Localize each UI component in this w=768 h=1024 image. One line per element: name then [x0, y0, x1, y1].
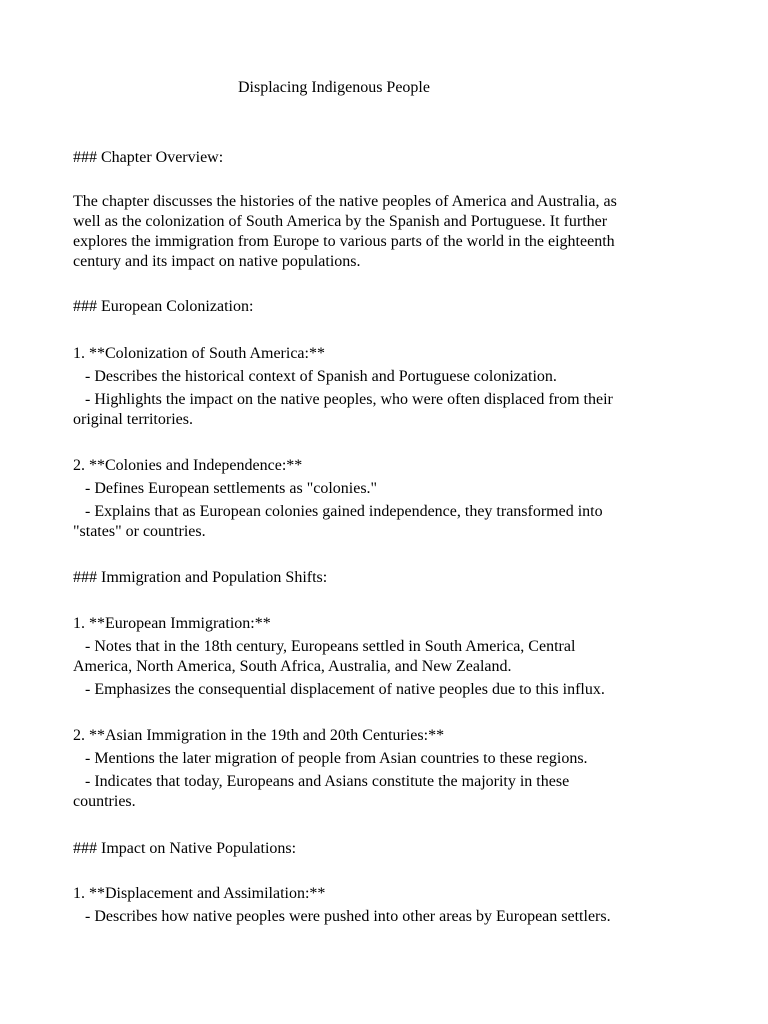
- overview-paragraph-line-1: The chapter discusses the histories of the native peoples of America and Australia, as: [73, 193, 617, 210]
- bullet-pushed-areas: - Describes how native peoples were pushed into other areas by European settlers.: [73, 908, 611, 925]
- bullet-displacement-influx: - Emphasizes the consequential displacement of native peoples due to this influx.: [73, 681, 605, 698]
- document-title: Displacing Indigenous People: [238, 79, 430, 96]
- overview-paragraph-line-3: explores the immigration from Europe to various parts of the world in the eighteenth: [73, 233, 615, 250]
- list-item-asian-immigration: 2. **Asian Immigration in the 19th and 20th Centuries:**: [73, 727, 445, 744]
- heading-european-colonization: ### European Colonization:: [73, 298, 254, 315]
- bullet-18th-century-line-2: America, North America, South Africa, Australia, and New Zealand.: [73, 658, 512, 675]
- bullet-independence-line-1: - Explains that as European colonies gained independence, they transformed into: [73, 503, 603, 520]
- bullet-majority-line-1: - Indicates that today, Europeans and Asians constitute the majority in these: [73, 773, 570, 790]
- bullet-18th-century-line-1: - Notes that in the 18th century, Europeans settled in South America, Central: [73, 638, 576, 655]
- bullet-later-migration: - Mentions the later migration of people from Asian countries to these regions.: [73, 750, 588, 767]
- bullet-historical-context: - Describes the historical context of Spanish and Portuguese colonization.: [73, 368, 557, 385]
- list-item-european-immigration: 1. **European Immigration:**: [73, 615, 271, 632]
- list-item-displacement-assimilation: 1. **Displacement and Assimilation:**: [73, 885, 326, 902]
- bullet-impact-native-line-2: original territories.: [73, 411, 193, 428]
- heading-chapter-overview: ### Chapter Overview:: [73, 149, 224, 166]
- bullet-defines-colonies: - Defines European settlements as "colonies.": [73, 480, 378, 497]
- heading-impact-native: ### Impact on Native Populations:: [73, 840, 297, 857]
- bullet-independence-line-2: "states" or countries.: [73, 523, 206, 540]
- list-item-colonization-south-america: 1. **Colonization of South America:**: [73, 345, 325, 362]
- overview-paragraph-line-2: well as the colonization of South America by the Spanish and Portuguese. It further: [73, 213, 608, 230]
- bullet-impact-native-line-1: - Highlights the impact on the native peoples, who were often displaced from their: [73, 391, 613, 408]
- bullet-majority-line-2: countries.: [73, 793, 136, 810]
- heading-immigration-population: ### Immigration and Population Shifts:: [73, 569, 328, 586]
- overview-paragraph-line-4: century and its impact on native populations.: [73, 253, 361, 270]
- list-item-colonies-independence: 2. **Colonies and Independence:**: [73, 457, 303, 474]
